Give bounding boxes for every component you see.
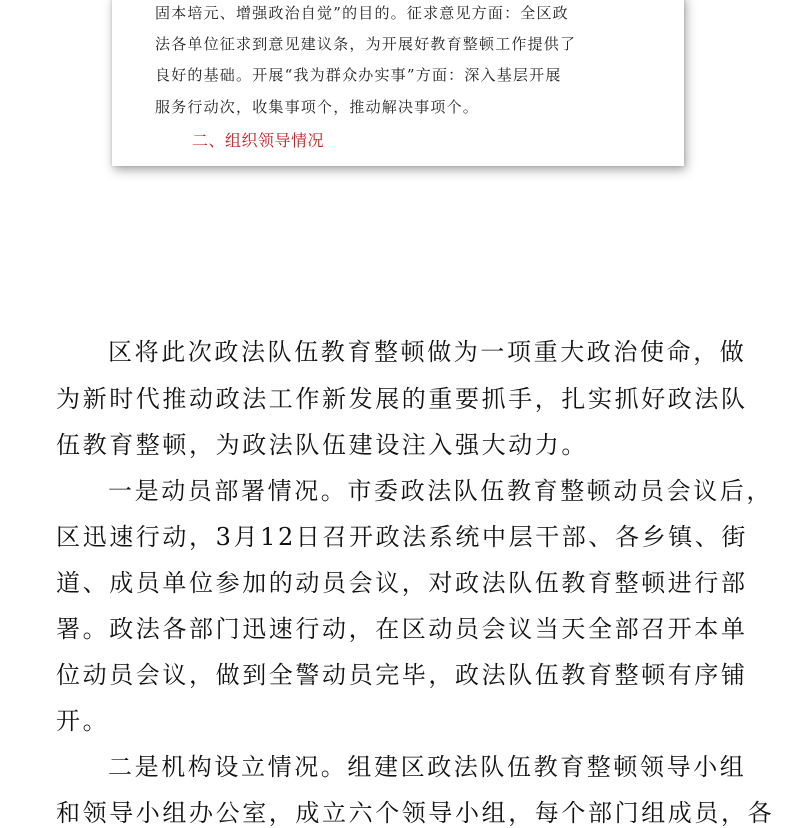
card-line: 良好的基础。开展“我为群众办实事”方面：深入基层开展 (155, 66, 562, 84)
excerpt-card (112, 0, 684, 166)
body-line: 位动员会议，做到全警动员完毕，政法队伍教育整顿有序铺 (56, 661, 748, 689)
body-line: 和领导小组办公室，成立六个领导小组，每个部门组成员，各 (56, 799, 775, 827)
card-line: 固本培元、增强政治自觉”的目的。征求意见方面：全区政 (155, 4, 569, 22)
body-line: 为新时代推动政法工作新发展的重要抓手，扎实抓好政法队 (56, 385, 748, 413)
card-line: 法各单位征求到意见建议条，为开展好教育整顿工作提供了 (155, 35, 577, 53)
section-heading: 二、组织领导情况 (192, 131, 325, 150)
body-line: 开。 (56, 707, 110, 735)
body-line: 伍教育整顿，为政法队伍建设注入强大动力。 (56, 431, 588, 459)
body-line: 二是机构设立情况。组建区政法队伍教育整顿领导小组 (108, 753, 747, 781)
body-line: 区将此次政法队伍教育整顿做为一项重大政治使命，做 (108, 338, 747, 366)
card-line: 服务行动次，收集事项个，推动解决事项个。 (155, 98, 480, 116)
body-line: 署。政法各部门迅速行动，在区动员会议当天全部召开本单 (56, 615, 748, 643)
body-line: 一是动员部署情况。市委政法队伍教育整顿动员会议后， (108, 477, 773, 505)
body-line: 道、成员单位参加的动员会议，对政法队伍教育整顿进行部 (56, 569, 748, 597)
body-line: 区迅速行动，3月12日召开政法系统中层干部、各乡镇、街 (56, 523, 749, 551)
